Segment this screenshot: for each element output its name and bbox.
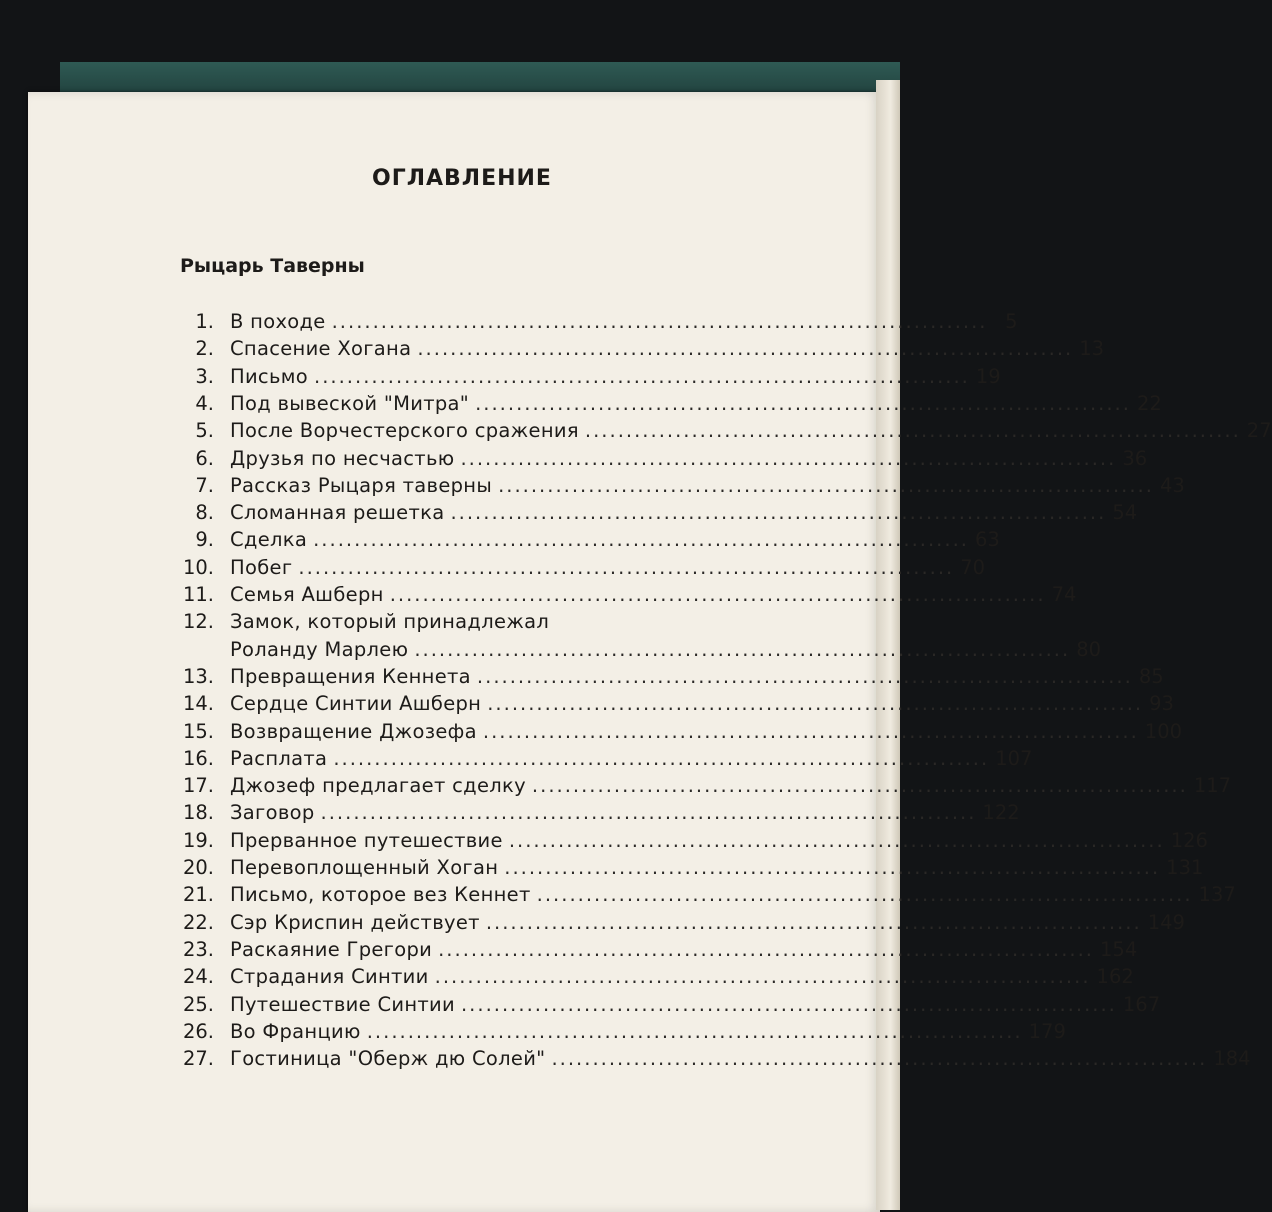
leader-dots: ................................................................................ (450, 501, 1107, 525)
toc-entry-page: 85 (1138, 664, 1164, 688)
toc-entry (0, 909, 1185, 936)
toc-entry (0, 936, 1138, 963)
toc-entry (0, 827, 1208, 854)
page-title: ОГЛАВЛЕНИЕ (372, 166, 552, 191)
toc-entry-page: 22 (1136, 391, 1162, 415)
toc-entry (0, 417, 1272, 444)
toc-entry (0, 308, 1018, 335)
toc-entry-continuation (0, 636, 1102, 663)
toc-entry-title: Гостиница "Оберж дю Солей" (230, 1047, 546, 1071)
toc-entry-title: После Ворчестерского сражения (230, 419, 579, 443)
toc-entry-page: 5 (1005, 310, 1018, 333)
leader-dots: ................................................................................ (460, 446, 1117, 470)
leader-dots: ................................................................................ (333, 746, 990, 770)
leader-dots: ................................................................................ (508, 828, 1165, 852)
toc-entry-number: 18. (182, 801, 214, 825)
toc-entry-number: 24. (182, 965, 214, 989)
toc-entry (0, 718, 1183, 745)
leader-dots: ................................................................................ (584, 419, 1241, 443)
toc-entry-number: 21. (182, 883, 214, 907)
toc-entry-number: 11. (182, 583, 214, 606)
leader-dots: ................................................................................ (314, 364, 970, 388)
toc-entry-page: 131 (1166, 856, 1204, 879)
leader-dots: ................................................................................ (482, 719, 1139, 743)
toc-entry-title: Сделка (230, 528, 308, 552)
toc-entry-page: 179 (1028, 1019, 1066, 1043)
toc-entry-title-continued: Роланду Марлею (230, 637, 409, 661)
toc-entry-page: 154 (1100, 937, 1138, 961)
toc-entry-number: 25. (182, 992, 214, 1016)
leader-dots: ................................................................................ (476, 664, 1133, 688)
toc-entry-page: 117 (1193, 774, 1232, 798)
toc-entry (0, 1045, 1251, 1072)
leader-dots: ................................................................................ (417, 337, 1074, 361)
toc-entry-title: Друзья по несчастью (230, 446, 455, 470)
toc-entry-title: Письмо (230, 364, 308, 388)
toc-entry-page: 80 (1076, 637, 1102, 661)
leader-dots: ................................................................................ (298, 555, 955, 579)
leader-dots: ................................................................................ (313, 528, 969, 552)
toc-entry-page: 93 (1149, 692, 1174, 716)
toc-entry-title: Страдания Синтии (230, 965, 429, 989)
toc-entry-number: 4. (195, 391, 214, 415)
toc-entry-number: 5. (195, 419, 214, 443)
toc-entry-title: Сердце Синтии Ашберн (230, 692, 482, 716)
leader-dots: ................................................................................ (434, 965, 1091, 989)
toc-entry-number: 6. (195, 446, 214, 470)
toc-entry-page: 43 (1159, 473, 1185, 497)
toc-entry (0, 335, 1105, 362)
toc-entry-title: Заговор (230, 801, 315, 825)
toc-entry-title: Спасение Хогана (230, 337, 412, 361)
toc-entry-title: Путешествие Синтии (230, 992, 455, 1016)
toc-entry-page: 74 (1051, 583, 1077, 606)
toc-entry-title: Побег (230, 555, 293, 579)
leader-dots: ................................................................................ (531, 774, 1188, 798)
toc-entry-page: 100 (1144, 719, 1183, 743)
toc-entry-title: Перевоплощенный Хоган (230, 856, 499, 879)
toc-entry-title: Превращения Кеннета (230, 664, 471, 688)
toc-entry (0, 772, 1232, 799)
toc-entry-title: Возвращение Джозефа (230, 719, 477, 743)
toc-entry-number: 12. (182, 610, 214, 634)
toc-entry (0, 881, 1236, 908)
toc-entry-number: 16. (182, 746, 214, 770)
toc-entry-number: 14. (182, 692, 214, 716)
toc-entry-number: 15. (182, 719, 214, 743)
toc-entry-number: 3. (195, 364, 214, 388)
toc-entry-number: 1. (195, 310, 214, 333)
toc-entry-title: Во Францию (230, 1019, 361, 1043)
toc-entry (0, 663, 1164, 690)
toc-entry (0, 445, 1148, 472)
toc-entry-page: 137 (1198, 883, 1236, 907)
toc-entry-page: 54 (1112, 501, 1138, 525)
toc-entry-page: 36 (1122, 446, 1148, 470)
toc-entry (0, 472, 1185, 499)
toc-entry-title: В походе (230, 310, 326, 333)
toc-entry-number: 2. (195, 337, 214, 361)
leader-dots: ................................................................................ (487, 692, 1144, 716)
toc-entry-number: 27. (182, 1047, 214, 1071)
toc-entry (0, 608, 900, 635)
toc-entry-title: Письмо, которое вез Кеннет (230, 883, 531, 907)
toc-entry (0, 963, 1134, 990)
toc-entry-page: 167 (1122, 992, 1161, 1016)
toc-entry-title: Сломанная решетка (230, 501, 445, 525)
leader-dots: ................................................................................ (475, 391, 1131, 415)
toc-entry-title: Раскаяние Грегори (230, 937, 433, 961)
toc-entry-number: 10. (182, 555, 214, 579)
toc-entry-page: 122 (982, 801, 1020, 825)
leader-dots: ................................................................................ (536, 883, 1193, 907)
leader-dots: ................................................................................ (498, 473, 1154, 497)
toc-entry (0, 690, 1174, 717)
toc-entry-page: 63 (974, 528, 1000, 552)
toc-entry (0, 526, 1000, 553)
toc-entry-page: 19 (975, 364, 1001, 388)
toc-entry (0, 799, 1020, 826)
toc-entry-page: 70 (960, 555, 986, 579)
toc-entry (0, 854, 1204, 881)
toc-entry-title: Замок, который принадлежал (230, 610, 550, 634)
toc-entry-number: 22. (182, 910, 214, 934)
toc-entry (0, 499, 1138, 526)
toc-entry-number: 26. (182, 1019, 214, 1043)
toc-entry (0, 1018, 1066, 1045)
toc-entry (0, 991, 1161, 1018)
leader-dots: ................................................................................ (460, 992, 1117, 1016)
toc-entry (0, 363, 1001, 390)
part-title: Рыцарь Таверны (180, 255, 365, 277)
leader-dots: ................................................................................ (438, 937, 1094, 961)
toc-entry-title: Рассказ Рыцаря таверны (230, 473, 493, 497)
toc-entry-number: 23. (182, 937, 214, 961)
leader-dots: ................................................................................ (366, 1019, 1023, 1043)
toc-entry-page: 184 (1213, 1047, 1251, 1071)
leader-dots: ................................................................................ (320, 801, 977, 825)
leader-dots: ................................................................................ (551, 1047, 1208, 1071)
toc-entry-number: 8. (195, 501, 214, 525)
toc-entry-title: Джозеф предлагает сделку (230, 774, 526, 798)
leader-dots: ................................................................................ (504, 856, 1161, 879)
toc-entry (0, 390, 1162, 417)
toc-entry-page: 27 (1246, 419, 1272, 443)
leader-dots: ................................................................................ (331, 310, 988, 333)
toc-entry-title: Семья Ашберн (230, 583, 384, 606)
toc-entry-title: Сэр Криспин действует (230, 910, 480, 934)
toc-entry-title: Прерванное путешествие (230, 828, 503, 852)
toc-entry (0, 581, 1077, 608)
toc-entry-number: 20. (182, 856, 214, 879)
leader-dots: ................................................................................ (485, 910, 1142, 934)
toc-entry-number: 19. (182, 828, 214, 852)
toc-entry-title: Расплата (230, 746, 328, 770)
toc-entry-page: 126 (1170, 828, 1208, 852)
toc-entry-page: 13 (1079, 337, 1105, 361)
leader-dots: ................................................................................ (389, 583, 1046, 606)
toc-entry-number: 17. (182, 774, 214, 798)
toc-entry-title: Под вывеской "Митра" (230, 391, 470, 415)
toc-entry (0, 554, 986, 581)
toc-entry-page: 162 (1096, 965, 1134, 989)
toc-entry-page: 107 (995, 746, 1033, 770)
toc-entry-number: 13. (182, 664, 214, 688)
toc-entry-number: 7. (195, 473, 214, 497)
leader-dots: ................................................................................ (414, 637, 1071, 661)
toc-entry (0, 745, 1033, 772)
toc-entry-number: 9. (195, 528, 214, 552)
toc-entry-page: 149 (1147, 910, 1185, 934)
